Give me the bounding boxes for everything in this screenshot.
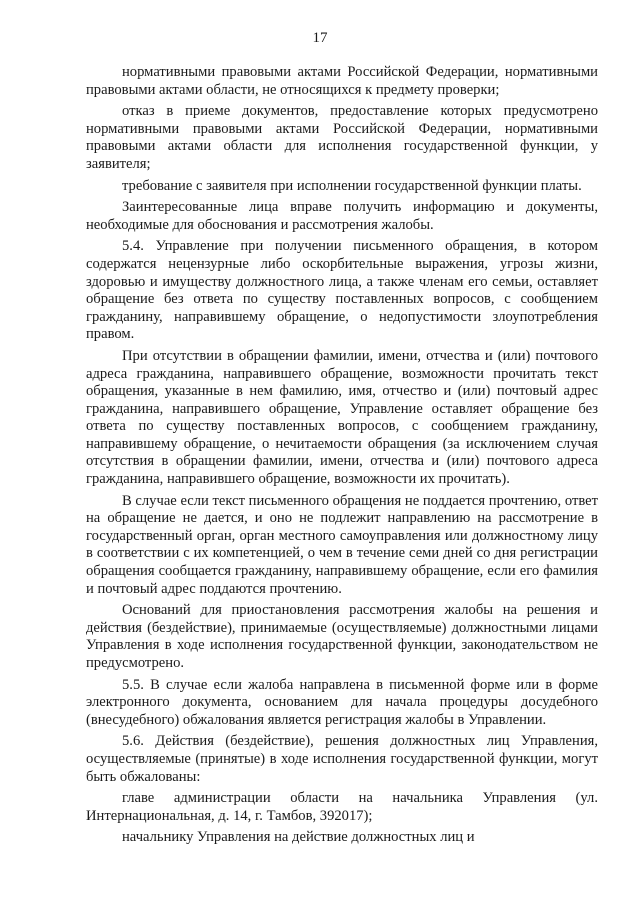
paragraph-3: требование с заявителя при исполнении государственной функции платы. (122, 177, 582, 194)
paragraph-2: отказ в приеме документов, предоставление которых предусмотрено нормативными правовыми актами Российской Федерации, нормативными правовыми актами области для исполнения государственной функции, у заявителя; (86, 103, 598, 172)
paragraph-5-4: 5.4. Управление при получении письменного обращения, в котором содержатся нецензурные либо оскорбительные выражения, угрозы жизни, здоровью и имуществу должностного лица, а также членам его семьи, оставляет обращение без ответа по существу поставленных вопросов, с сообщением гражданину, направившему обращение, о недопустимости злоупотребления правом. (86, 238, 598, 343)
paragraph-4: Заинтересованные лица вправе получить информацию и документы, необходимые для обоснования и рассмотрения жалобы. (86, 199, 598, 233)
paragraph-5-6: 5.6. Действия (бездействие), решения должностных лиц Управления, осуществляемые (принятые) в ходе исполнения государственной функции, могут быть обжалованы: (86, 733, 598, 785)
paragraph-11: главе администрации области на начальника Управления (ул. Интернациональная, д. 14, г. Тамбов, 392017); (86, 790, 598, 824)
document-body (86, 64, 598, 851)
paragraph-8: Оснований для приостановления рассмотрения жалобы на решения и действия (бездействие), принимаемые (осуществляемые) должностными лицами Управления в ходе исполнения государственной функции, законодательством не предусмотрено. (86, 602, 598, 671)
paragraph-12: начальнику Управления на действие должностных лиц и (122, 829, 475, 846)
paragraph-6: При отсутствии в обращении фамилии, имени, отчества и (или) почтового адреса гражданина, направившего обращение, возможности прочитать текст обращения, указанные в нем фамилию, имя, отчество и (или) почтовый адрес гражданина, направившего обращение, Управление оставляет обращение без ответа по существу поставленных вопросов, с сообщением гражданину, направившему обращение, о нечитаемости обращения (за исключением случая отсутствия в обращении фамилии, имени, отчества и (или) почтового адреса гражданина, направившего обращение, возможности их прочитать). (86, 347, 598, 488)
paragraph-7: В случае если текст письменного обращения не поддается прочтению, ответ на обращение не дается, и оно не подлежит направлению на рассмотрение в государственный орган, орган местного самоуправления или должностному лицу в соответствии с их компетенцией, о чем в течение семи дней со дня регистрации обращения сообщается гражданину, направившему обращение, если его фамилия и почтовый адрес поддаются прочтению. (86, 492, 598, 597)
paragraph-1: нормативными правовыми актами Российской Федерации, нормативными правовыми актами области, не относящихся к предмету проверки; (86, 64, 598, 98)
page-number: 17 (312, 30, 328, 46)
paragraph-5-5: 5.5. В случае если жалоба направлена в письменной форме или в форме электронного документа, основанием для начала процедуры досудебного (внесудебного) обжалования является регистрация жалобы в Управлении. (86, 676, 598, 728)
